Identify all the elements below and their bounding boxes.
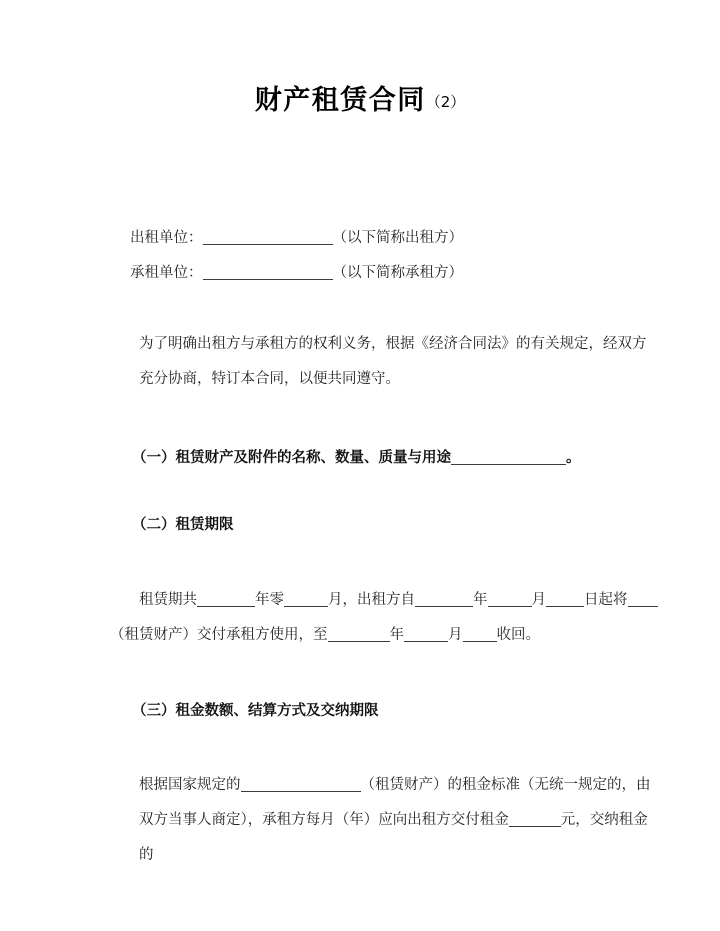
section-1-heading [110,441,581,476]
section-1-heading-text: 租赁财产及附件的名称、数量、质量与用途 [175,450,451,466]
lessor-note: （以下简称出租方） [332,230,463,246]
rent-standard-seg-2: （租赁财产）的租金标准（无统一规定的，由双方当事人商定），承租方每月（年）应向出租方交付租金 [139,777,651,828]
lease-term-line-2 [110,618,630,653]
lessee-name-blank[interactable] [203,265,333,281]
page-title-main: 财产租赁合同 [254,85,426,116]
lease-term-seg-3: 月，出租方自 [328,592,415,608]
rent-standard-seg-3: 元，交纳租金的 [139,812,648,863]
lease-property-blank[interactable] [628,592,658,608]
lease-end-day-blank[interactable] [463,627,497,643]
lessor-label: 出租单位： [130,230,203,246]
section-2-heading [110,508,234,543]
section-2-body [110,583,630,653]
lease-end-year-blank[interactable] [328,627,390,643]
lease-start-year-blank[interactable] [415,592,473,608]
lease-end-month-blank[interactable] [404,627,448,643]
page-title-suffix: （2） [425,93,466,111]
section-3-body [110,768,659,873]
section-3-heading [110,694,379,729]
lease-return-seg-4: 收回。 [496,627,540,643]
lease-term-seg-2: 年零 [255,592,284,608]
lease-return-seg-1: （租赁财产）交付承租方使用，至 [110,627,328,643]
section-1-heading-prefix: （一） [132,450,176,466]
rent-standard-blank[interactable] [241,777,361,793]
lease-term-seg-4: 年 [473,592,488,608]
lease-months-blank[interactable] [284,592,328,608]
lease-term-seg-5: 月 [531,592,546,608]
page-title [0,78,720,117]
section-2-heading-text: 租赁期限 [175,517,234,533]
rent-amount-blank[interactable] [509,812,561,828]
section-2-heading-prefix: （二） [132,517,176,533]
lessee-label: 承租单位： [130,265,203,281]
lease-term-seg-1: 租赁期共 [139,592,197,608]
rent-standard-seg-1: 根据国家规定的 [139,777,241,793]
section-3-heading-prefix: （三） [132,703,176,719]
lessor-name-blank[interactable] [203,230,333,246]
lease-return-seg-3: 月 [448,627,463,643]
lease-return-seg-2: 年 [389,627,404,643]
lease-years-blank[interactable] [197,592,255,608]
lease-term-line-1 [110,583,630,618]
section-1-detail-blank[interactable] [451,450,566,466]
preamble-paragraph: 为了明确出租方与承租方的权利义务，根据《经济合同法》的有关规定，经双方充分协商，特订本合同，以便共同遵守。 [139,336,647,387]
lease-start-month-blank[interactable] [488,592,532,608]
lessee-field-row [130,256,463,291]
lease-term-seg-6: 日起将 [584,592,628,608]
lease-start-day-blank[interactable] [546,592,584,608]
section-3-heading-text: 租金数额、结算方式及交纳期限 [175,703,379,719]
lessor-field-row [130,221,463,256]
lessee-note: （以下简称承租方） [332,265,463,281]
section-1-period: 。 [566,450,581,466]
